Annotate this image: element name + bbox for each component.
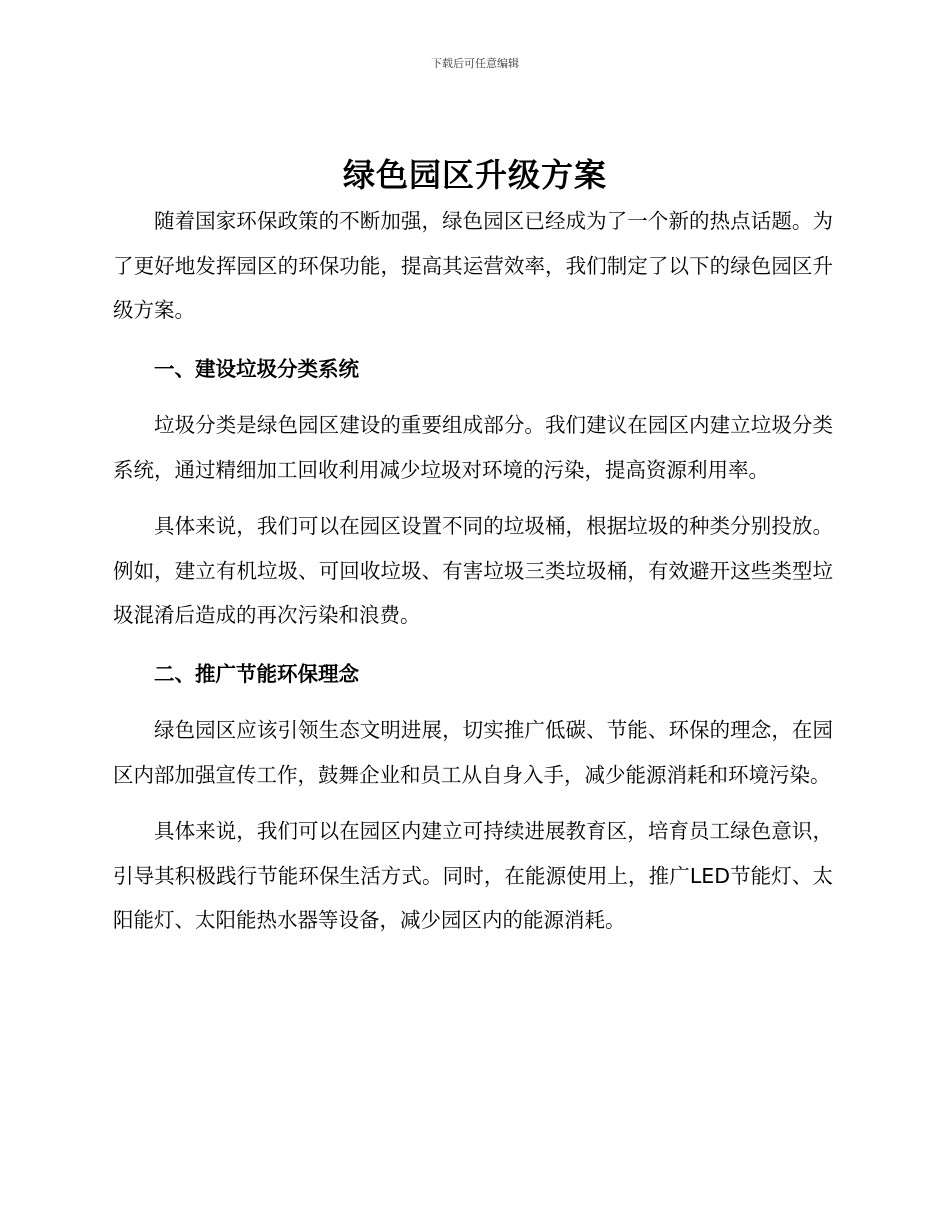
section2-paragraph-2: 具体来说，我们可以在园区内建立可持续进展教育区，培育员工绿色意识，引导其积极践行节能环保生活方式。同时，在能源使用上，推广LED节能灯、太阳能灯、太阳能热水器等设备，减少园区内的能源消耗。 (113, 819, 833, 932)
section1-heading: 一、建设垃圾分类系统 (154, 356, 359, 381)
section2-heading: 二、推广节能环保理念 (154, 661, 359, 686)
header-note: 下载后可任意编辑 (431, 57, 519, 70)
document-body (113, 199, 833, 943)
intro-paragraph: 随着国家环保政策的不断加强，绿色园区已经成为了一个新的热点话题。为了更好地发挥园区的环保功能，提高其运营效率，我们制定了以下的绿色园区升级方案。 (113, 209, 833, 322)
document-title: 绿色园区升级方案 (342, 156, 607, 194)
section2-paragraph-1: 绿色园区应该引领生态文明进展，切实推广低碳、节能、环保的理念，在园区内部加强宣传工作，鼓舞企业和员工从自身入手，减少能源消耗和环境污染。 (113, 718, 833, 787)
section1-paragraph-1: 垃圾分类是绿色园区建设的重要组成部分。我们建议在园区内建立垃圾分类系统，通过精细加工回收利用减少垃圾对环境的污染，提高资源利用率。 (113, 413, 833, 482)
section1-paragraph-2: 具体来说，我们可以在园区设置不同的垃圾桶，根据垃圾的种类分别投放。例如，建立有机垃圾、可回收垃圾、有害垃圾三类垃圾桶，有效避开这些类型垃圾混淆后造成的再次污染和浪费。 (113, 514, 833, 627)
